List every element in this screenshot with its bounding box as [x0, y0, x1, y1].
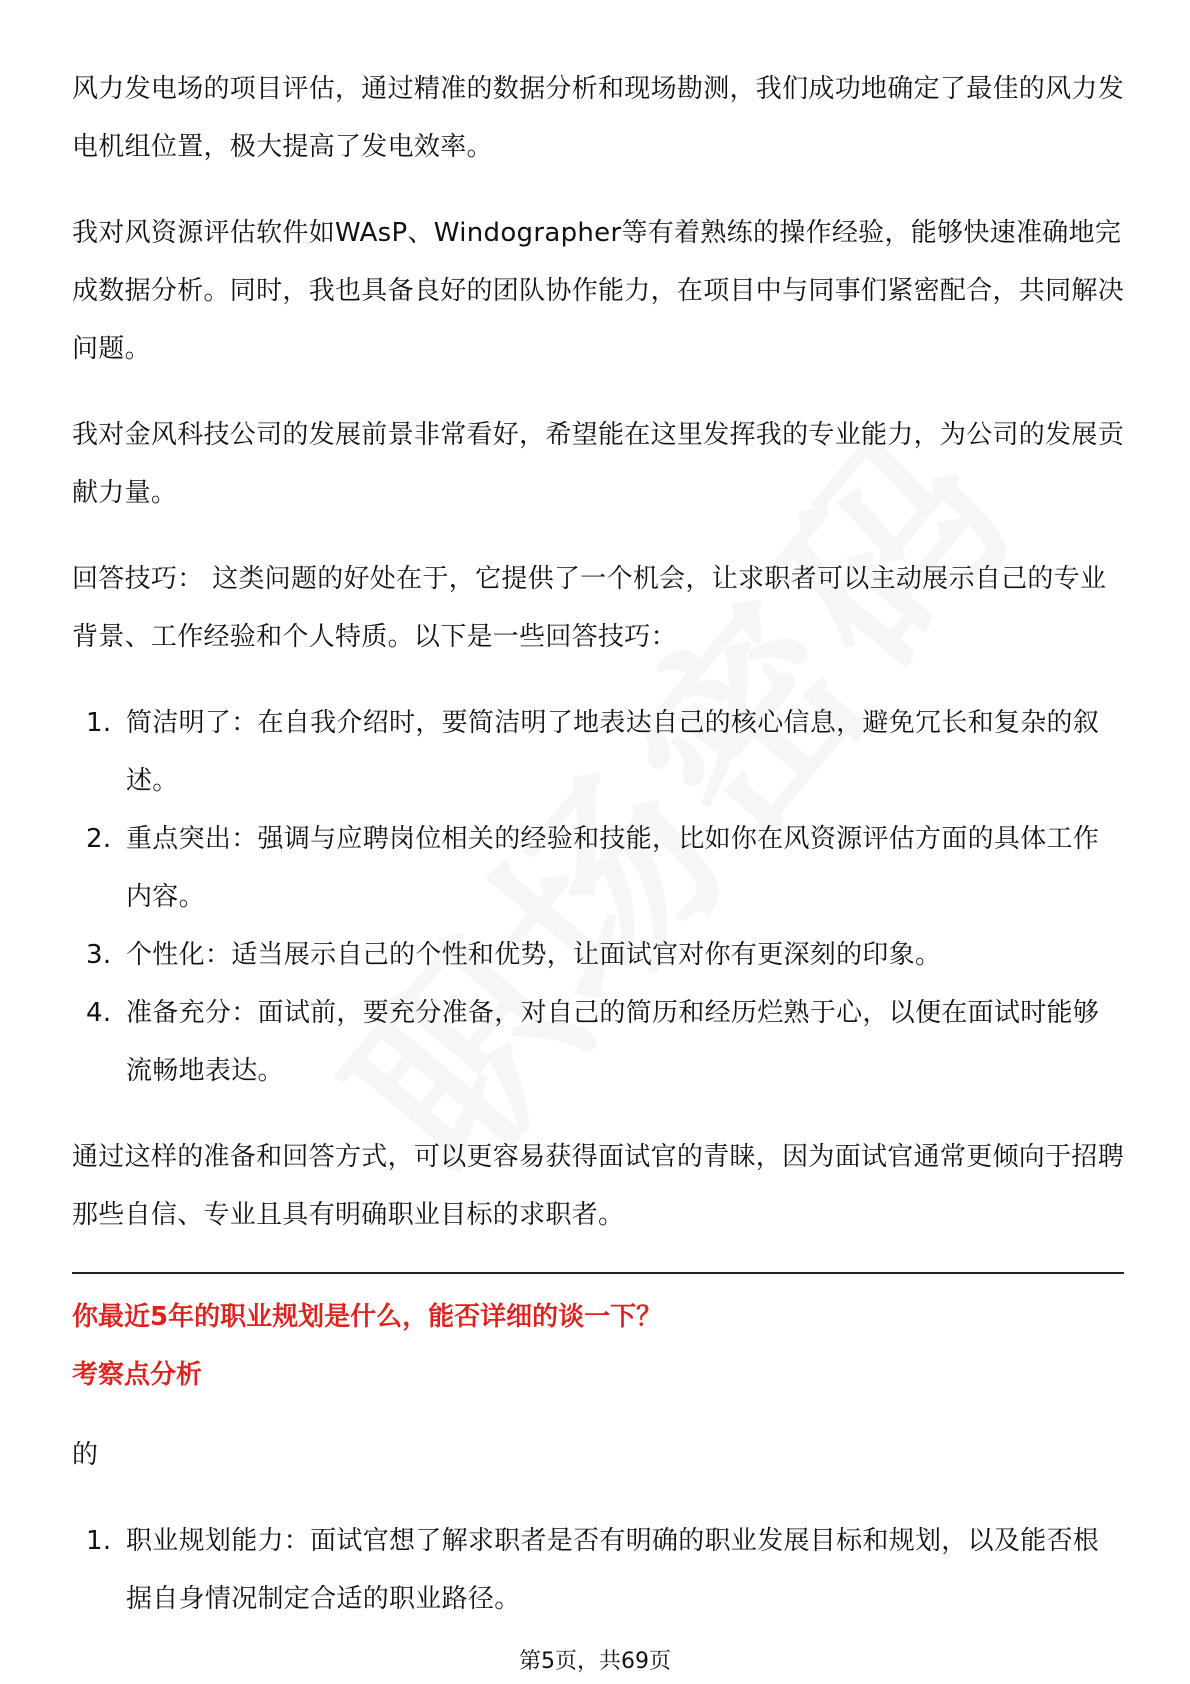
paragraph-tips-intro: 回答技巧： 这类问题的好处在于，它提供了一个机会，让求职者可以主动展示自己的专业背景、工作经验和个人特质。以下是一些回答技巧： [72, 564, 1107, 652]
list-text: 面试前，要充分准备，对自己的简历和经历烂熟于心，以便在面试时能够流畅地表达。 [126, 998, 1100, 1086]
list-term: 简洁明了： [126, 708, 258, 738]
document-body [72, 60, 1124, 1656]
list-term: 准备充分： [126, 998, 258, 1028]
list-number: 4. [86, 998, 112, 1028]
paragraph-company: 我对金风科技公司的发展前景非常看好，希望能在这里发挥我的专业能力，为公司的发展贡献力量。 [72, 420, 1125, 508]
list-number: 1. [86, 708, 112, 738]
list-item [72, 1512, 1124, 1628]
list-term: 重点突出： [126, 824, 258, 854]
list-number: 2. [86, 824, 112, 854]
page-footer: 第5页，共69页 [519, 1649, 671, 1674]
list-number: 3. [86, 940, 112, 970]
list-text: 在自我介绍时，要简洁明了地表达自己的核心信息，避免冗长和复杂的叙述。 [126, 708, 1100, 796]
analysis-list [72, 1512, 1124, 1628]
list-text: 适当展示自己的个性和优势，让面试官对你有更深刻的印象。 [231, 940, 942, 970]
paragraph-software: 我对风资源评估软件如WAsP、Windographer等有着熟练的操作经验，能够快速准确地完成数据分析。同时，我也具备良好的团队协作能力，在项目中与同事们紧密配合，共同解决问题。 [72, 218, 1125, 364]
section-divider [72, 1272, 1124, 1274]
analysis-heading: 考察点分析 [72, 1360, 203, 1390]
list-number: 1. [86, 1526, 112, 1556]
list-item [72, 810, 1124, 926]
paragraph-conclusion: 通过这样的准备和回答方式，可以更容易获得面试官的青睐，因为面试官通常更倾向于招聘那些自信、专业且具有明确职业目标的求职者。 [72, 1142, 1125, 1230]
analysis-intro: 的 [72, 1440, 99, 1470]
list-term: 个性化： [126, 940, 232, 970]
list-term: 职业规划能力： [126, 1526, 311, 1556]
list-item [72, 984, 1124, 1100]
list-item [72, 926, 1124, 984]
paragraph-project: 风力发电场的项目评估，通过精准的数据分析和现场勘测，我们成功地确定了最佳的风力发电机组位置，极大提高了发电效率。 [72, 74, 1125, 162]
question-heading: 你最近5年的职业规划是什么，能否详细的谈一下？ [72, 1302, 663, 1332]
list-item [72, 694, 1124, 810]
tips-list [72, 694, 1124, 1100]
list-text: 强调与应聘岗位相关的经验和技能，比如你在风资源评估方面的具体工作内容。 [126, 824, 1100, 912]
list-text: 面试官想了解求职者是否有明确的职业发展目标和规划，以及能否根据自身情况制定合适的职业路径。 [126, 1526, 1100, 1614]
